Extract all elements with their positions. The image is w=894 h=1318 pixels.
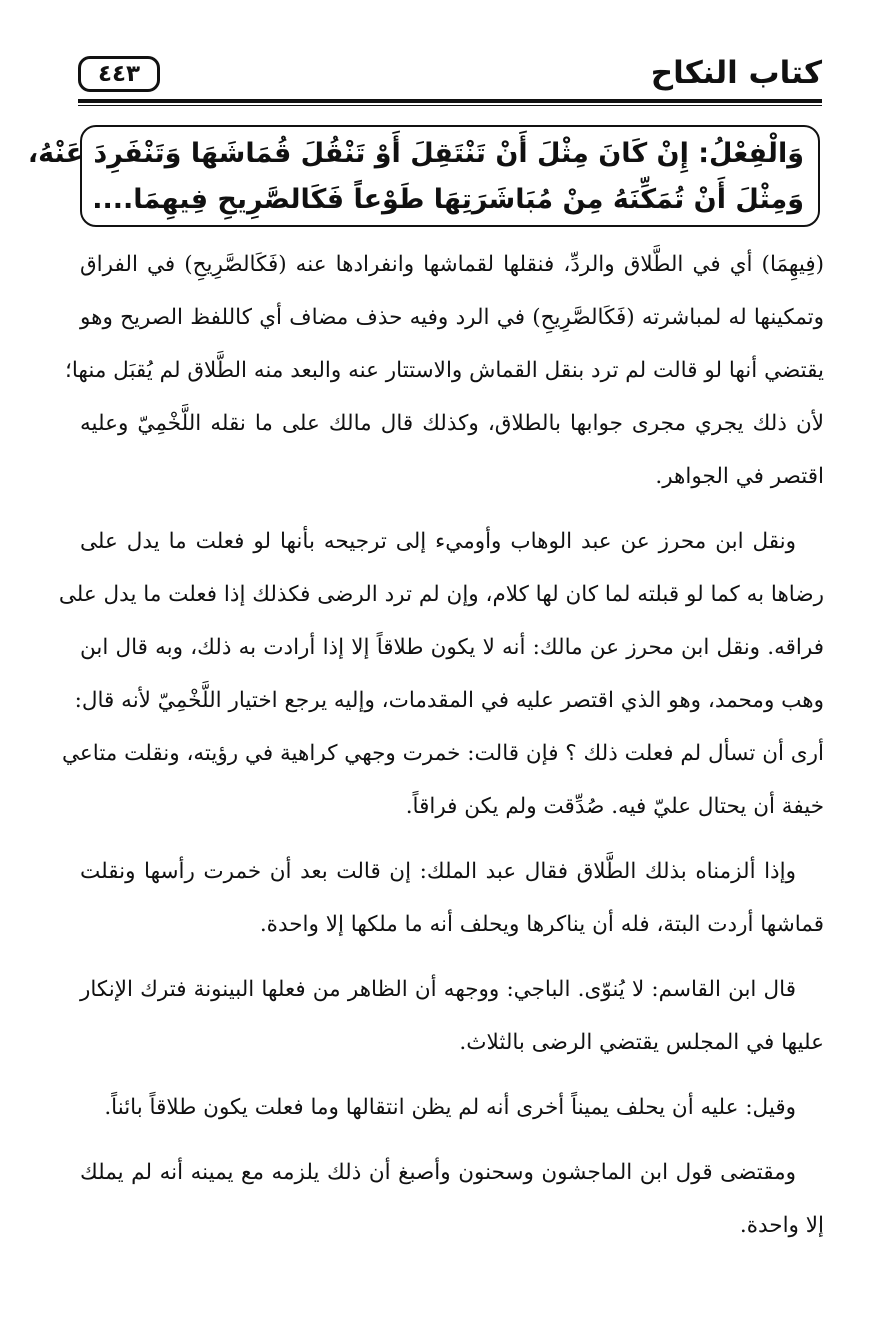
text-line: قال ابن القاسم: لا يُنوّى. الباجي: ووجهه أن الظاهر من فعلها البينونة فترك الإنكار <box>80 977 796 1002</box>
paragraph <box>80 963 824 1069</box>
paragraph <box>80 845 824 951</box>
text-line: رضاها به كما لو قبلته لما كان لها كلام، وإن لم ترد الرضى فكذلك إذا فعلت ما يدل على <box>58 582 824 607</box>
text-line: قماشها أردت البتة، فله أن يناكرها ويحلف أنه ما ملكها إلا واحدة. <box>259 912 824 937</box>
text-line: خيفة أن يحتال عليّ فيه. صُدِّقت ولم يكن فراقاً. <box>405 794 824 819</box>
matn-text-box <box>27 125 820 227</box>
paragraph <box>65 238 824 503</box>
running-title: كتاب النكاح <box>650 55 822 91</box>
page-header <box>78 50 822 100</box>
matn-line: وَمِثْلَ أَنْ تُمَكِّنَهُ مِنْ مُبَاشَرَتِهَا طَوْعاً فَكَالصَّرِيحِ فِيهِمَا.... <box>92 184 804 215</box>
text-line: وتمكينها له لمباشرته (فَكَالصَّرِيحِ) في الرد وفيه حذف مضاف أي كاللفظ الصريح وهو <box>80 305 824 330</box>
page-number: ٤٤٣ <box>78 56 160 92</box>
text-line: إلا واحدة. <box>739 1213 824 1238</box>
text-line: عليها في المجلس يقتضي الرضى بالثلاث. <box>459 1030 824 1055</box>
paragraph <box>80 1081 824 1134</box>
text-line: أرى أن تسأل لم فعلت ذلك ؟ فإن قالت: خمرت وجهي كراهية في رؤيته، ونقلت متاعي <box>62 741 824 766</box>
text-line: وهب ومحمد، وهو الذي اقتصر عليه في المقدمات، وإليه يرجع اختيار اللَّخْمِيّ لأنه قال: <box>74 688 824 713</box>
header-rule-thin <box>78 105 822 106</box>
text-line: فراقه. ونقل ابن محرز عن مالك: أنه لا يكون طلاقاً إلا إذا أرادت به ذلك، وبه قال ابن <box>80 635 824 660</box>
header-rule <box>78 99 822 103</box>
matn-line: وَالْفِعْلُ: إِنْ كَانَ مِثْلَ أَنْ تَنْتَقِلَ أَوْ تَنْقُلَ قُمَاشَهَا وَتَنْفَرِدَ عَنْهُ، <box>27 138 804 169</box>
text-line: (فِيهِمَا) أي في الطَّلاق والردِّ، فنقلها لقماشها وانفرادها عنه (فَكَالصَّرِيحِ) في الفراق <box>80 252 824 277</box>
text-line: وإذا ألزمناه بذلك الطَّلاق فقال عبد الملك: إن قالت بعد أن خمرت رأسها ونقلت <box>80 859 796 884</box>
text-line: لأن ذلك يجري مجرى جوابها بالطلاق، وكذلك قال مالك على ما نقله اللَّخْمِيّ وعليه <box>80 411 824 436</box>
paragraph <box>80 1146 824 1252</box>
text-line: وقيل: عليه أن يحلف يميناً أخرى أنه لم يظن انتقالها وما فعلت يكون طلاقاً بائناً. <box>104 1095 796 1120</box>
text-line: يقتضي أنها لو قالت لم ترد بنقل القماش والاستتار عنه والبعد منه الطَّلاق لم يُقبَل منها؛ <box>65 358 824 383</box>
paragraph <box>58 515 824 833</box>
text-line: ونقل ابن محرز عن عبد الوهاب وأوميء إلى ترجيحه بأنها لو فعلت ما يدل على <box>80 529 796 554</box>
text-line: ومقتضى قول ابن الماجشون وسحنون وأصبغ أن ذلك يلزمه مع يمينه أنه لم يملك <box>80 1160 796 1185</box>
text-line: اقتصر في الجواهر. <box>655 464 824 489</box>
commentary-body <box>58 238 824 1252</box>
